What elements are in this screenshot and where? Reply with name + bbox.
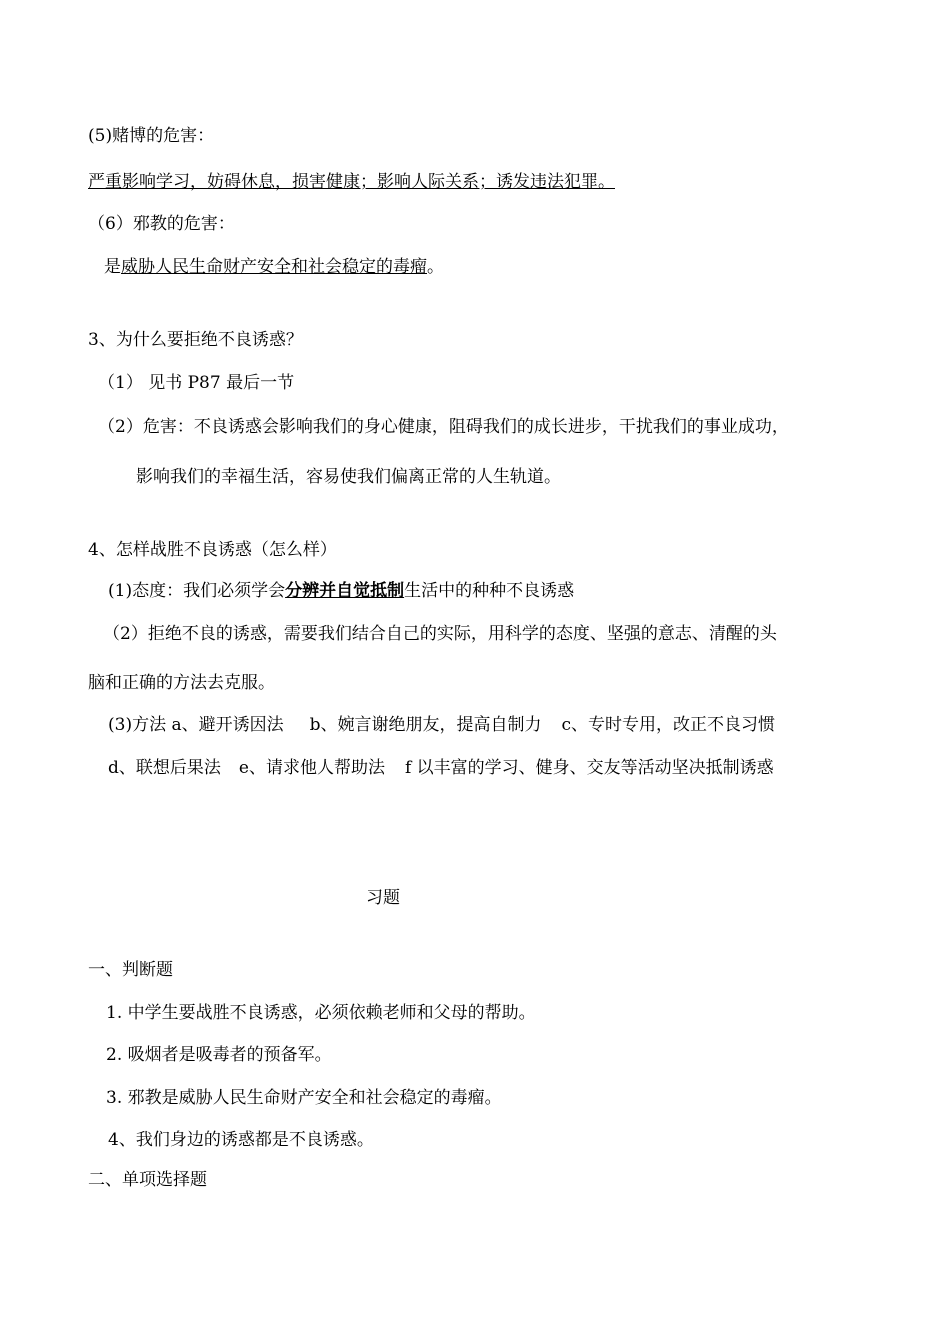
- how-item-2-line-2: 脑和正确的方法去克服。: [88, 673, 275, 693]
- cult-prefix: 是: [104, 257, 121, 277]
- why-refuse-heading: 3、为什么要拒绝不良诱惑？: [88, 330, 303, 350]
- single-choice-heading: 二、单项选择题: [88, 1170, 207, 1190]
- judgment-question-2: 2. 吸烟者是吸毒者的预备军。: [106, 1045, 332, 1065]
- judgment-question-3: 3. 邪教是威胁人民生命财产安全和社会稳定的毒瘤。: [106, 1088, 502, 1108]
- gambling-harms-text: 严重影响学习，妨碍休息，损害健康；影响人际关系；诱发违法犯罪。: [88, 172, 615, 192]
- why-item-1: （1） 见书 P87 最后一节: [98, 373, 295, 393]
- methods-line-1: [108, 715, 775, 735]
- cult-suffix: 。: [427, 257, 444, 277]
- cult-harms-text: [104, 257, 444, 277]
- judgment-question-1: 1. 中学生要战胜不良诱惑，必须依赖老师和父母的帮助。: [106, 1003, 536, 1023]
- exercises-title: 习题: [366, 888, 400, 908]
- how-overcome-heading: 4、怎样战胜不良诱惑（怎么样）: [88, 540, 337, 560]
- attitude-bold-underlined: 分辨并自觉抵制: [285, 581, 405, 601]
- method-d: d、联想后果法: [108, 758, 221, 778]
- method-e: e、请求他人帮助法: [238, 758, 385, 778]
- cult-underlined-text: 威胁人民生命财产安全和社会稳定的毒瘤: [121, 257, 427, 277]
- method-c: c、专时专用，改正不良习惯: [561, 715, 776, 735]
- method-a: (3)方法 a、避开诱因法: [108, 715, 284, 735]
- method-b: b、婉言谢绝朋友，提高自制力: [309, 715, 542, 735]
- why-item-2-line-1: （2）危害：不良诱惑会影响我们的身心健康，阻碍我们的成长进步，干扰我们的事业成功，: [98, 417, 789, 437]
- judgment-heading: 一、判断题: [88, 960, 173, 980]
- attitude-suffix: 生活中的种种不良诱惑: [404, 581, 575, 601]
- methods-line-2: [108, 758, 774, 778]
- how-item-2-line-1: （2）拒绝不良的诱惑，需要我们结合自己的实际，用科学的态度、坚强的意志、清醒的头: [103, 624, 777, 644]
- why-item-2-line-2: 影响我们的幸福生活，容易使我们偏离正常的人生轨道。: [136, 467, 561, 487]
- judgment-question-4: 4、我们身边的诱惑都是不良诱惑。: [108, 1130, 374, 1150]
- attitude-prefix: (1)态度：我们必须学会: [108, 581, 286, 601]
- method-f: f 以丰富的学习、健身、交友等活动坚决抵制诱惑: [404, 758, 774, 778]
- attitude-line: [108, 581, 574, 601]
- cult-heading: （6）邪教的危害：: [88, 214, 235, 234]
- gambling-heading: (5)赌博的危害：: [88, 126, 215, 146]
